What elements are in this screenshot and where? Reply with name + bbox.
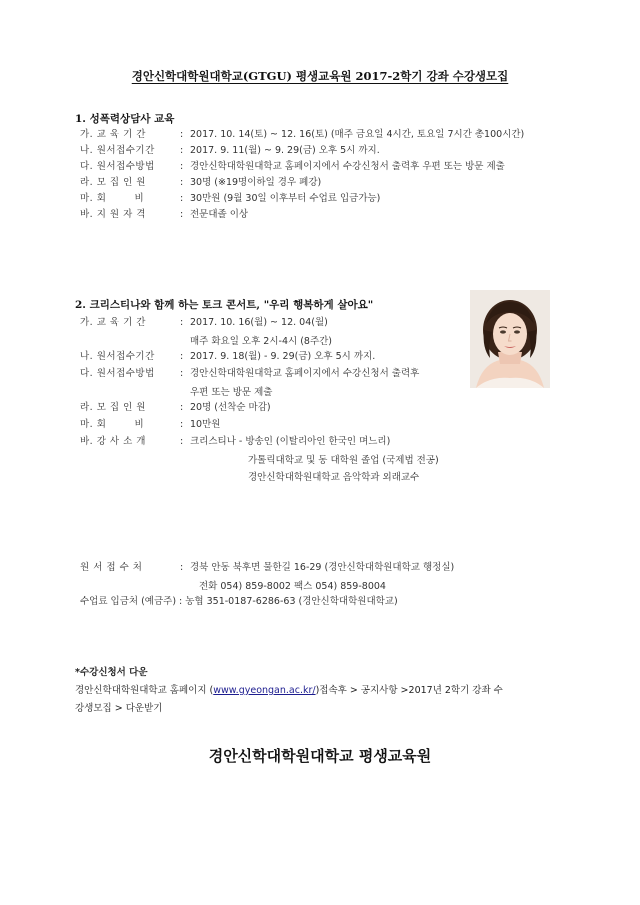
tuition-value: 농협 351-0187-6286-63 (경안신학대학원대학교) <box>185 596 398 607</box>
submit-label: 원 서 접 수 처 <box>80 562 143 573</box>
phone-line: 전화 054) 859-8002 팩스 054) 859-8004 <box>199 581 386 592</box>
s2-apply-label: 나. 원서접수기간 <box>80 351 155 362</box>
s1-row-value: 경안신학대학원대학교 홈페이지에서 수강신청서 출력후 우편 또는 방문 제출 <box>190 161 505 172</box>
section2-heading: 2. 크리스티나와 함께 하는 토크 콘서트, "우리 행복하게 살아요" <box>75 299 374 311</box>
s2-instructor-cont1: 가톨릭대학교 및 동 대학원 졸업 (국제법 전공) <box>248 455 439 466</box>
s2-capacity-label: 라. 모 집 인 원 <box>80 402 146 413</box>
download-heading: *수강신청서 다운 <box>75 667 148 678</box>
homepage-link[interactable]: www.gyeongan.ac.kr/ <box>213 685 316 696</box>
tuition-label: 수업료 입금처 (예금주) <box>80 596 177 607</box>
section1-heading: 1. 성폭력상담사 교육 <box>75 113 175 125</box>
s1-row-label: 가. 교 육 기 간 <box>80 129 146 140</box>
s1-row-label: 라. 모 집 인 원 <box>80 177 146 188</box>
footer-org-name: 경안신학대학원대학교 평생교육원 <box>208 747 432 765</box>
s1-row: 가. 교 육 기 간 : 2017. 10. 14(토) ~ 12. 16(토) (매주 금요일 4시간, 토요일 7시간 총100시간) <box>80 129 525 140</box>
instructor-portrait-image <box>470 290 550 388</box>
download-line1-pre: 경안신학대학원대학교 홈페이지 ( <box>75 685 214 696</box>
s1-row: 마. 회 비 : 30만원 (9월 30일 이후부터 수업료 입금가능) <box>80 193 381 204</box>
s1-row-value: 2017. 10. 14(토) ~ 12. 16(토) (매주 금요일 4시간, 토요일 7시간 총100시간) <box>190 129 525 140</box>
tuition-row: 수업료 입금처 (예금주) : 농협 351-0187-6286-63 (경안신학대학원대학교) <box>80 596 398 607</box>
s2-method-label: 다. 원서접수방법 <box>80 368 155 379</box>
s1-row-label: 다. 원서접수방법 <box>80 161 155 172</box>
s2-method-value: 경안신학대학원대학교 홈페이지에서 수강신청서 출력후 <box>190 368 420 379</box>
s2-fee-row: 마. 회 비 : 10만원 <box>80 419 221 430</box>
section1-rows <box>80 128 524 224</box>
s2-instructor-label: 바. 강 사 소 개 <box>80 436 146 447</box>
s2-fee-value: 10만원 <box>190 419 221 430</box>
s1-row-value: 30만원 (9월 30일 이후부터 수업료 입금가능) <box>190 193 381 204</box>
download-line2: 강생모집 > 다운받기 <box>75 703 163 714</box>
download-line1 <box>75 682 503 696</box>
s1-row-value: 30명 (※19명이하일 경우 폐강) <box>190 177 322 188</box>
submit-value: 경북 안동 북후면 물한길 16-29 (경안신학대학원대학교 행정실) <box>190 562 455 573</box>
download-line1-post: )접속후 > 공지사항 >2017년 2학기 강좌 수 <box>315 685 503 696</box>
s2-apply-value: 2017. 9. 18(월) - 9. 29(금) 오후 5시 까지. <box>190 351 376 362</box>
s2-period-label: 가. 교 육 기 간 <box>80 317 146 328</box>
s2-period-value: 2017. 10. 16(월) ~ 12. 04(월) <box>190 317 328 328</box>
s1-row-label: 나. 원서접수기간 <box>80 145 155 156</box>
s1-row-label: 바. 지 원 자 격 <box>80 209 146 220</box>
s1-row: 라. 모 집 인 원 : 30명 (※19명이하일 경우 폐강) <box>80 177 322 188</box>
s1-row-value: 전문대졸 이상 <box>190 209 249 220</box>
s1-row-value: 2017. 9. 11(월) ~ 9. 29(금) 오후 5시 까지. <box>190 145 380 156</box>
s1-row: 다. 원서접수방법 : 경안신학대학원대학교 홈페이지에서 수강신청서 출력후 우편 또는 방문 제출 <box>80 161 505 172</box>
s2-fee-label: 마. 회 비 <box>80 419 145 430</box>
s1-row: 나. 원서접수기간 : 2017. 9. 11(월) ~ 9. 29(금) 오후 5시 까지. <box>80 145 380 156</box>
s2-method-cont: 우편 또는 방문 제출 <box>190 387 273 398</box>
submit-row: 원 서 접 수 처 : 경북 안동 북후면 물한길 16-29 (경안신학대학원대학교 행정실) <box>80 562 455 573</box>
s2-instructor-row: 바. 강 사 소 개 : 크리스티나 - 방송인 (이탈리아인 한국인 며느리) <box>80 436 391 447</box>
s2-instructor-value: 크리스티나 - 방송인 (이탈리아인 한국인 며느리) <box>190 436 391 447</box>
s2-period-row: 가. 교 육 기 간 : 2017. 10. 16(월) ~ 12. 04(월) <box>80 317 328 328</box>
s2-period-cont: 매주 화요일 오후 2시-4시 (8주간) <box>190 336 332 347</box>
page-title: 경안신학대학원대학교(GTGU) 평생교육원 2017-2학기 강좌 수강생모집 <box>131 69 509 83</box>
s1-row-label: 마. 회 비 <box>80 193 145 204</box>
s2-capacity-row: 라. 모 집 인 원 : 20명 (선착순 마감) <box>80 402 271 413</box>
s2-method-row: 다. 원서접수방법 : 경안신학대학원대학교 홈페이지에서 수강신청서 출력후 <box>80 368 420 379</box>
s2-instructor-cont2: 경안신학대학원대학교 음악학과 외래교수 <box>248 472 420 483</box>
s2-capacity-value: 20명 (선착순 마감) <box>190 402 271 413</box>
s1-row: 바. 지 원 자 격 : 전문대졸 이상 <box>80 209 249 220</box>
s2-apply-row: 나. 원서접수기간 : 2017. 9. 18(월) - 9. 29(금) 오후 5시 까지. <box>80 351 376 362</box>
